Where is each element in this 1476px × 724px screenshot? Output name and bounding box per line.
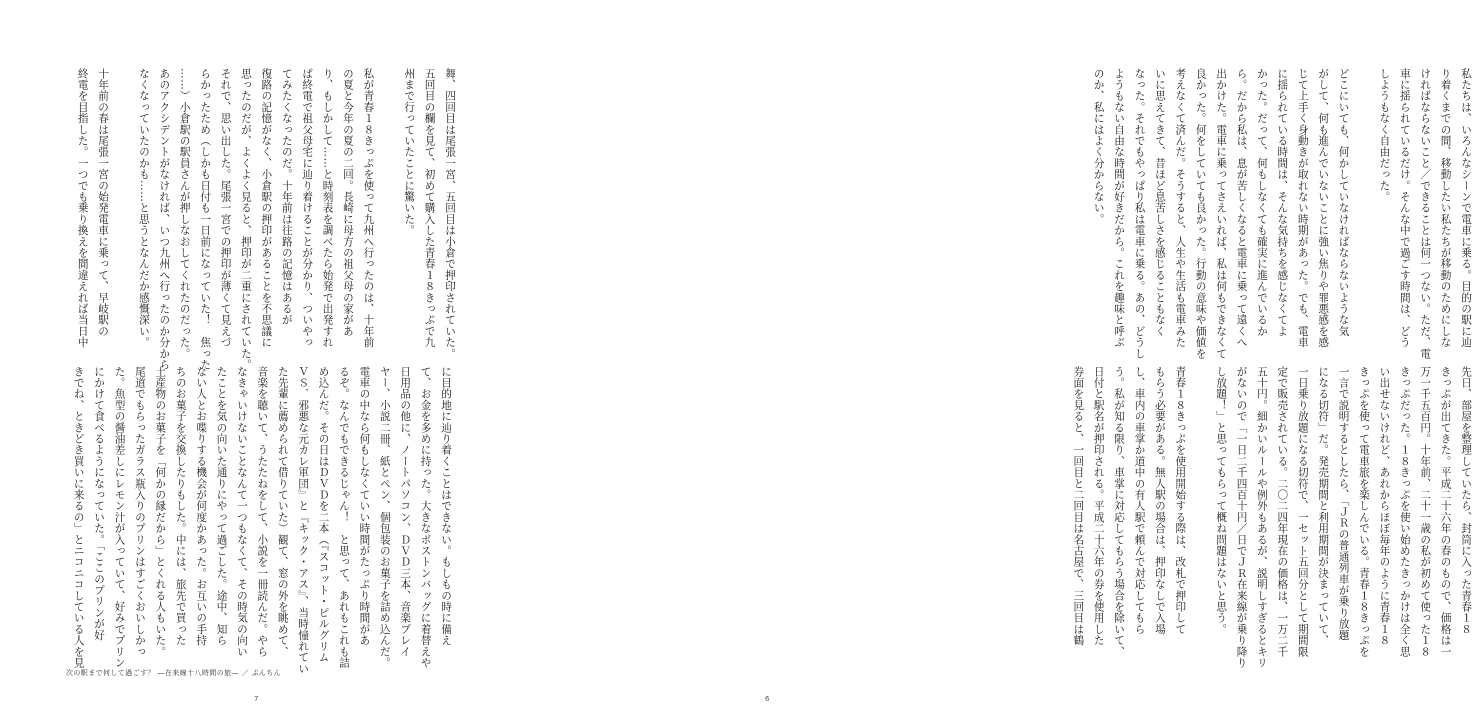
text-column: 五回目の欄を見て、初めて購入した青春１８きっぷで九 <box>423 68 436 348</box>
text-column: のか、私にはよく分からない。 <box>1092 68 1105 225</box>
text-column: 一日乗り放題になる切符で、一セット五回分として期間限 <box>1296 366 1309 658</box>
text-column: るぞ。なんでもできるじゃん！ と思って、あれもこれも詰 <box>337 366 350 669</box>
text-column: り着くまでの間、移動したい私たちが移動のためにしな <box>1439 68 1452 348</box>
text-column: きっぷだった。１８きっぷを使い始めたきっかけは全く思 <box>1398 366 1411 658</box>
text-column: 復路の記憶がなく、小倉駅の押印があることを不思議に <box>260 68 273 348</box>
text-column <box>378 68 398 350</box>
text-column: あのアクシデントがなければ、いつ九州へ行ったのか分から <box>158 68 171 371</box>
text-column: の夏と今年の夏の二回。長崎に母方の祖父母の家があ <box>341 68 354 337</box>
text-column: なった。それでもやっぱり私は電車に乗る。あの、どうし <box>1133 68 1146 360</box>
text-column: ヤー、小説二冊、紙とペン、個包装のお菓子を詰め込んだ。 <box>378 366 391 669</box>
text-column: 私たちは、いろんなシーンで電車に乗る。目的の駅に辿 <box>1460 68 1472 348</box>
left-page <box>0 0 512 724</box>
text-column: 日付と駅名が押印される。平成二十六年の券を使用した <box>1092 366 1105 646</box>
text-column: になる切符」だ。発売期間と利用期間が決まっていて、 <box>1317 366 1330 646</box>
page-number-right: 6 <box>765 695 770 703</box>
text-column: かった。だって、何もしなくても確実に進んでいるか <box>1255 68 1268 337</box>
text-column: ば終電で祖父母宅に辿り着けることが分かり、ついやっ <box>301 68 314 348</box>
text-column <box>1190 366 1210 648</box>
text-column: 私が青春１８きっぷを使って九州へ行ったのは、十年前 <box>362 68 375 348</box>
text-column: てみたくなったのだ。十年前は往路の記憶はあるが <box>280 68 293 326</box>
text-column: きっぷを使って電車旅を楽しんでいる。青春１８きっぷを <box>1357 366 1370 658</box>
text-column: どこにいても、何かしていなければならないような気 <box>1337 68 1350 337</box>
text-column: 考えなくて済んだ。そうすると、人生や生活も電車みた <box>1174 68 1187 348</box>
text-column: ＶＳ．邪悪な元カレ軍団』と『キック・アス』、当時憧れてい <box>297 366 310 675</box>
text-column: 出かけた。電車に乗ってさえいれば、私は何もできなくて <box>1215 68 1228 360</box>
text-column: 定で販売されている。二〇二四年現在の価格は、一万二千 <box>1276 366 1289 658</box>
text-column: ……）小倉駅の駅員さんが押しなおしてくれたのだった。 <box>178 68 191 360</box>
text-column: た。魚型の醤油差しにレモン汁が入っていて、好みでプリン <box>113 366 126 669</box>
text-column: 音楽を聴いて、うたたねをして、小説を一冊読んだ。やら <box>256 366 269 658</box>
text-column <box>1354 68 1374 350</box>
text-column: なくなっていたのかも……と思うとなんだか感慨深い。 <box>137 68 150 348</box>
text-column: 券面を見ると、一回目と二回目は名古屋で、三回目は鶴 <box>1072 366 1085 646</box>
text-column: 尾道でもらったガラス瓶入りのプリンはすごくおいしかっ <box>133 366 146 658</box>
text-column: がないので「一日二千四百十円／日でＪＲ在来線が乗り降り <box>1235 366 1248 669</box>
right-top-text-block <box>1088 68 1476 360</box>
text-column: い出せないけれど、あれからほぼ毎年のように青春１８ <box>1378 366 1391 646</box>
text-column: 舞、四回目は尾張一宮、五回目は小倉で押印されていた。 <box>444 68 456 360</box>
text-column: 万一千五百円。十年前、二十一歳の私が初めて使った１８ <box>1419 366 1432 658</box>
text-column: ちのお菓子を交換したりもした。中には、旅先で買った <box>174 366 187 646</box>
running-footer: 次の駅まで何して過ごす？ ―在来線十八時間の旅― ／ ぷんちん <box>66 669 282 677</box>
text-column: 五十円。細かいルールや例外もあるが、説明しすぎるとキリ <box>1255 366 1268 669</box>
text-column: 一言で説明するとしたら、「ＪＲの普通列車が乗り放題 <box>1337 366 1350 641</box>
text-column: 青春１８きっぷを使用開始する際は、改札で押印して <box>1174 366 1187 635</box>
text-column: きっぷが出てきた。平成二十六年の春のもので、価格は一 <box>1439 366 1452 658</box>
text-column: り、もしかして……と時刻表を調べたら始発で出発すれ <box>321 68 334 348</box>
right-bottom-text-block <box>1072 366 1476 669</box>
text-column: がして、何も進んでいないことに強い焦りや罪悪感を感 <box>1317 68 1330 348</box>
text-column: に揺られている時間は、そんな気持ちを感じなくてよ <box>1276 68 1289 337</box>
text-column: 良かった。何をしていても良かった。行動の意味や価値を <box>1194 68 1207 360</box>
text-column: し放題！」と思ってもらって概ね問題はないと思う。 <box>1215 366 1228 635</box>
text-column <box>113 68 133 350</box>
text-column: た先輩に薦められて借りていた）観て、窓の外を眺めて、 <box>276 366 289 658</box>
text-column: て、お金を多めに持った。大きなボストンバッグに着替えや <box>419 366 432 669</box>
text-column: 十年前の春は尾張一宮の始発電車に乗って、早岐駅の <box>97 68 110 337</box>
text-column: ら。だから私は、息が苦しくなると電車に乗って遠くへ <box>1235 68 1248 348</box>
left-top-text-block <box>58 68 460 371</box>
text-column: ない人とお喋りする機会が何度かあった。お互いの手持 <box>195 366 208 646</box>
text-column: なきゃいけないことなんて一つもなくて、その時気の向い <box>235 366 248 658</box>
text-column: に目的地に辿り着くことはできない。もしもの時に備え <box>440 366 452 646</box>
text-column: もらう必要がある。無人駅の場合は、押印なしで入場 <box>1153 366 1166 635</box>
text-column: ければならないこと／できることは何一つない。ただ、電 <box>1419 68 1432 360</box>
text-column: いに思えてきて、昔ほど息苦しさを感じることもなく <box>1153 68 1166 337</box>
text-column: たことを気の向いた通りにやって過ごした。途中、知ら <box>215 366 228 646</box>
text-column: 電車の中なら何もしなくていい時間がたっぷり時間があ <box>358 366 371 646</box>
text-column: ようもない自由な時間が好きだから。これを趣味と呼ぶ <box>1113 68 1126 348</box>
text-column: 終電を目指した。一つでも乗り換えを間違えれば当日中 <box>76 68 89 348</box>
text-column: 車に揺られているだけ。そんな中で過ごす時間は、どう <box>1398 68 1411 348</box>
text-column: め込んだ。その日はＤＶＤを二本（『スコット・ピルグリム <box>317 366 330 664</box>
text-column: らかったため（しかも日付も一日前になっていた！ 焦った <box>199 68 212 371</box>
right-page <box>512 0 1472 724</box>
page-number-left: 7 <box>254 695 259 703</box>
text-column: し、車内の車掌か道中の有人駅で頼んで対応してもら <box>1133 366 1146 635</box>
text-column: 先日、部屋を整理していたら、封筒に入った青春１８ <box>1460 366 1472 635</box>
text-column: 思ったのだが、よくよく見ると、押印が二重にされていた。 <box>239 68 252 371</box>
text-column: じて上手く身動きが取れない時期があった。でも、電車 <box>1296 68 1309 348</box>
text-column: それで、思い出した。尾張一宮での押印が薄くて見えづ <box>219 68 232 348</box>
text-column: しようもなく自由だった。 <box>1378 68 1391 203</box>
text-column: う。私が知る限り、車掌に対応してもらう場合を除いて、 <box>1113 366 1126 658</box>
text-column: にかけて食べるようになっていた。「ここのプリンが好 <box>93 366 106 641</box>
text-column: きでね、ときどき買いに来るの」とニコニコしている人を見 <box>72 366 85 669</box>
text-column: 日用品の他に、ノートパソコン、ＤＶＤ三本、音楽プレイ <box>399 366 412 658</box>
text-column: 州まで行っていたことに驚いた。 <box>403 68 416 236</box>
text-column: 土産物のお菓子を「何かの縁だから」とくれる人もいた。 <box>154 366 167 658</box>
